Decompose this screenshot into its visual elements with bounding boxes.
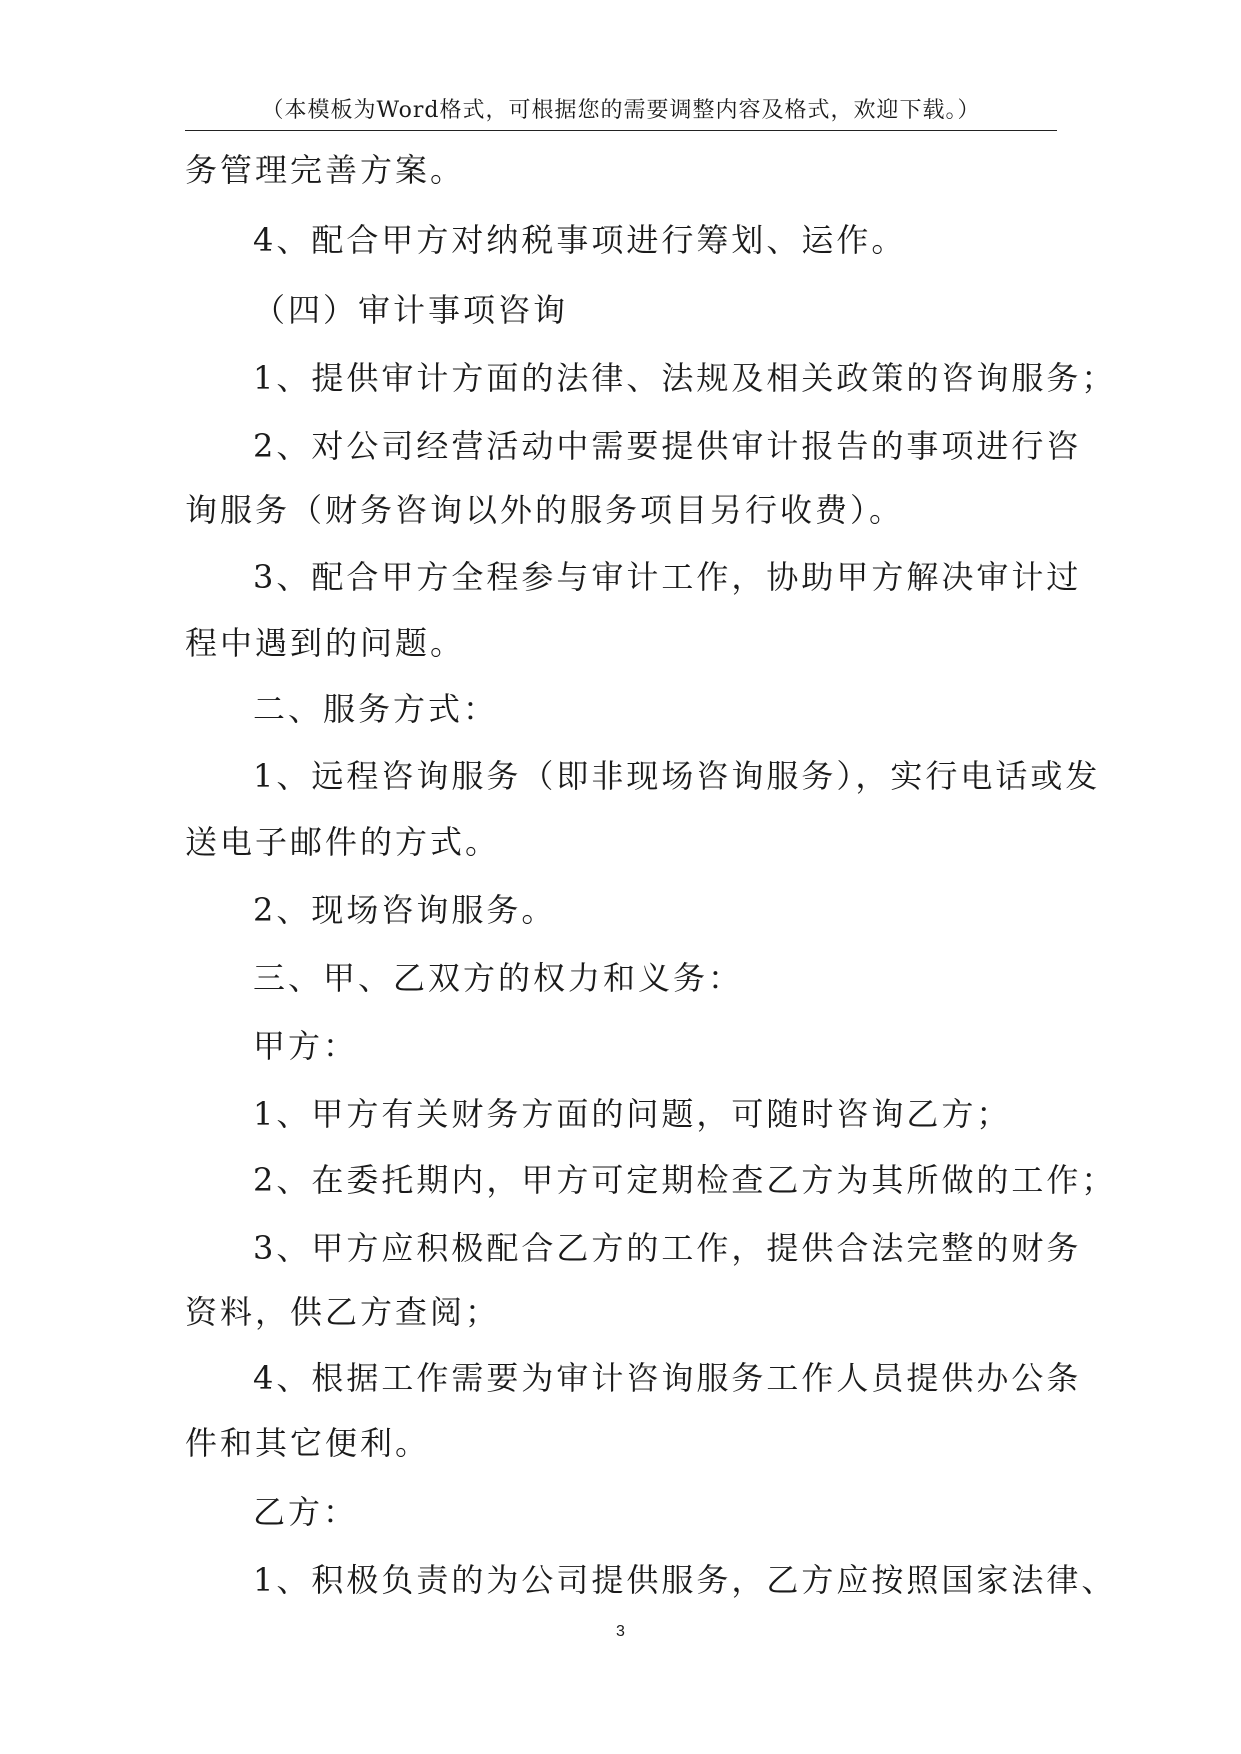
body-line: （四）审计事项咨询: [253, 291, 569, 329]
body-line: 乙方：: [253, 1493, 359, 1531]
body-line: 送电子邮件的方式。: [185, 823, 501, 861]
body-line: 3、甲方应积极配合乙方的工作，提供合法完整的财务: [253, 1229, 1082, 1267]
header-divider: [185, 130, 1057, 131]
body-line: 2、对公司经营活动中需要提供审计报告的事项进行咨: [253, 427, 1082, 465]
body-line: 3、配合甲方全程参与审计工作，协助甲方解决审计过: [253, 558, 1082, 596]
body-line: 1、远程咨询服务（即非现场咨询服务），实行电话或发: [253, 757, 1101, 795]
body-line: 二、服务方式：: [253, 690, 499, 728]
body-line: 务管理完善方案。: [185, 151, 466, 189]
body-line: 4、配合甲方对纳税事项进行筹划、运作。: [253, 221, 907, 259]
body-line: 4、根据工作需要为审计咨询服务工作人员提供办公条: [253, 1359, 1082, 1397]
body-line: 三、甲、乙双方的权力和义务：: [253, 959, 744, 997]
body-line: 程中遇到的问题。: [185, 624, 466, 662]
body-line: 甲方：: [253, 1027, 359, 1065]
body-line: 询服务（财务咨询以外的服务项目另行收费）。: [185, 491, 905, 529]
body-line: 1、提供审计方面的法律、法规及相关政策的咨询服务；: [253, 359, 1117, 397]
body-line: 1、甲方有关财务方面的问题，可随时咨询乙方；: [253, 1095, 1012, 1133]
page-number: 3: [616, 1623, 625, 1640]
body-line: 资料，供乙方查阅；: [185, 1293, 501, 1331]
body-line: 件和其它便利。: [185, 1424, 431, 1462]
body-line: 1、积极负责的为公司提供服务，乙方应按照国家法律、: [253, 1561, 1117, 1599]
page-header: （本模板为Word格式，可根据您的需要调整内容及格式，欢迎下载。）: [261, 98, 981, 123]
body-line: 2、在委托期内，甲方可定期检查乙方为其所做的工作；: [253, 1161, 1117, 1199]
body-line: 2、现场咨询服务。: [253, 891, 557, 929]
